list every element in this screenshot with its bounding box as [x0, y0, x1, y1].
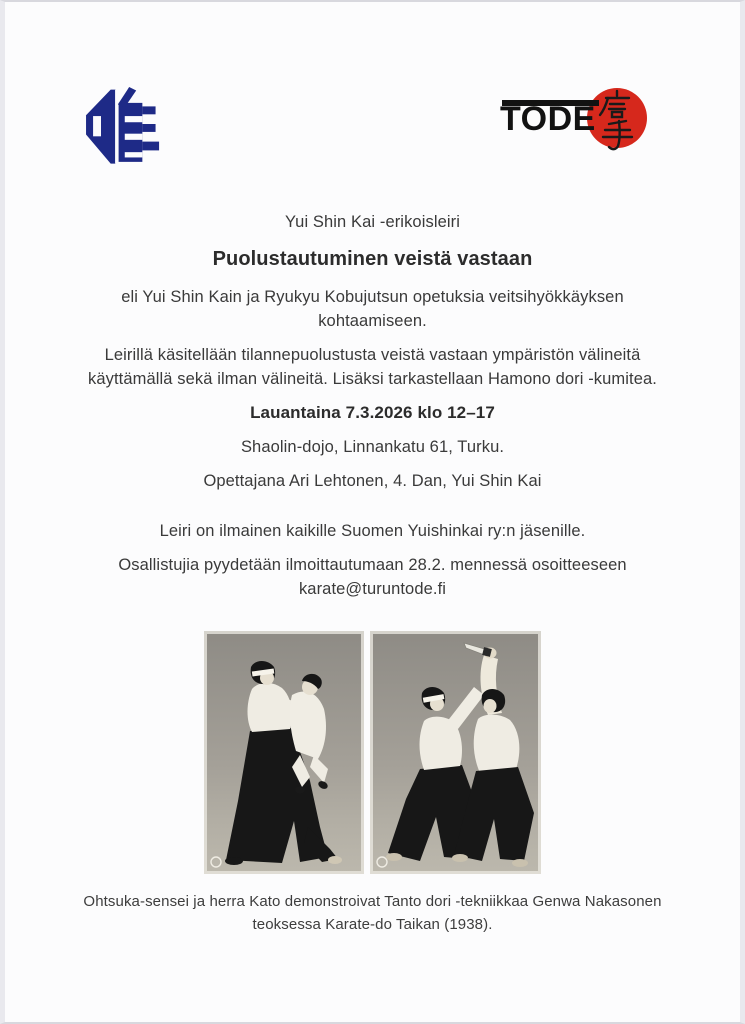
membership-note: Leiri on ilmainen kaikille Suomen Yuishinkai ry:n jäsenille. — [159, 522, 586, 540]
tode-wordmark: TODE — [500, 100, 596, 138]
yui-shin-kai-logo-icon — [79, 80, 167, 168]
event-instructor: Opettajana Ari Lehtonen, 4. Dan, Yui Shin Kai — [203, 472, 542, 490]
tode-logo — [500, 84, 652, 156]
registration-text: Osallistujia pyydetään ilmoittautumaan 28.2. mennessä osoitteeseen — [118, 556, 627, 574]
description-text: Leirillä käsitellään tilannepuolustusta veistä vastaan ympäristön välineitä käyttämällä sekä ilman välineitä. Lisäksi tarkastellaan Hamono dori -kumitea. — [88, 346, 657, 388]
seminar-photo — [204, 631, 541, 874]
registration-email: karate@turuntode.fi — [298, 580, 447, 598]
event-location: Shaolin-dojo, Linnankatu 61, Turku. — [240, 438, 505, 456]
registration-note — [93, 553, 653, 601]
photo-caption: Ohtsuka-sensei ja herra Kato demonstroivat Tanto dori -tekniikkaa Genwa Nakasonen teoksessa Karate-do Taikan (1938). — [83, 893, 662, 933]
flyer-content — [5, 210, 740, 936]
intro-text: eli Yui Shin Kain ja Ryukyu Kobujutsun opetuksia veitsihyökkäyksen kohtaamiseen. — [121, 288, 624, 330]
tanto-dori-photo — [204, 631, 541, 874]
photo-panel-left — [204, 631, 364, 874]
flyer-title: Puolustautuminen veistä vastaan — [212, 248, 533, 270]
flyer-subtitle: Yui Shin Kai -erikoisleiri — [284, 213, 460, 231]
event-datetime: Lauantaina 7.3.2026 klo 12–17 — [250, 403, 495, 422]
header — [5, 2, 740, 172]
photo-panel-right — [370, 631, 541, 874]
